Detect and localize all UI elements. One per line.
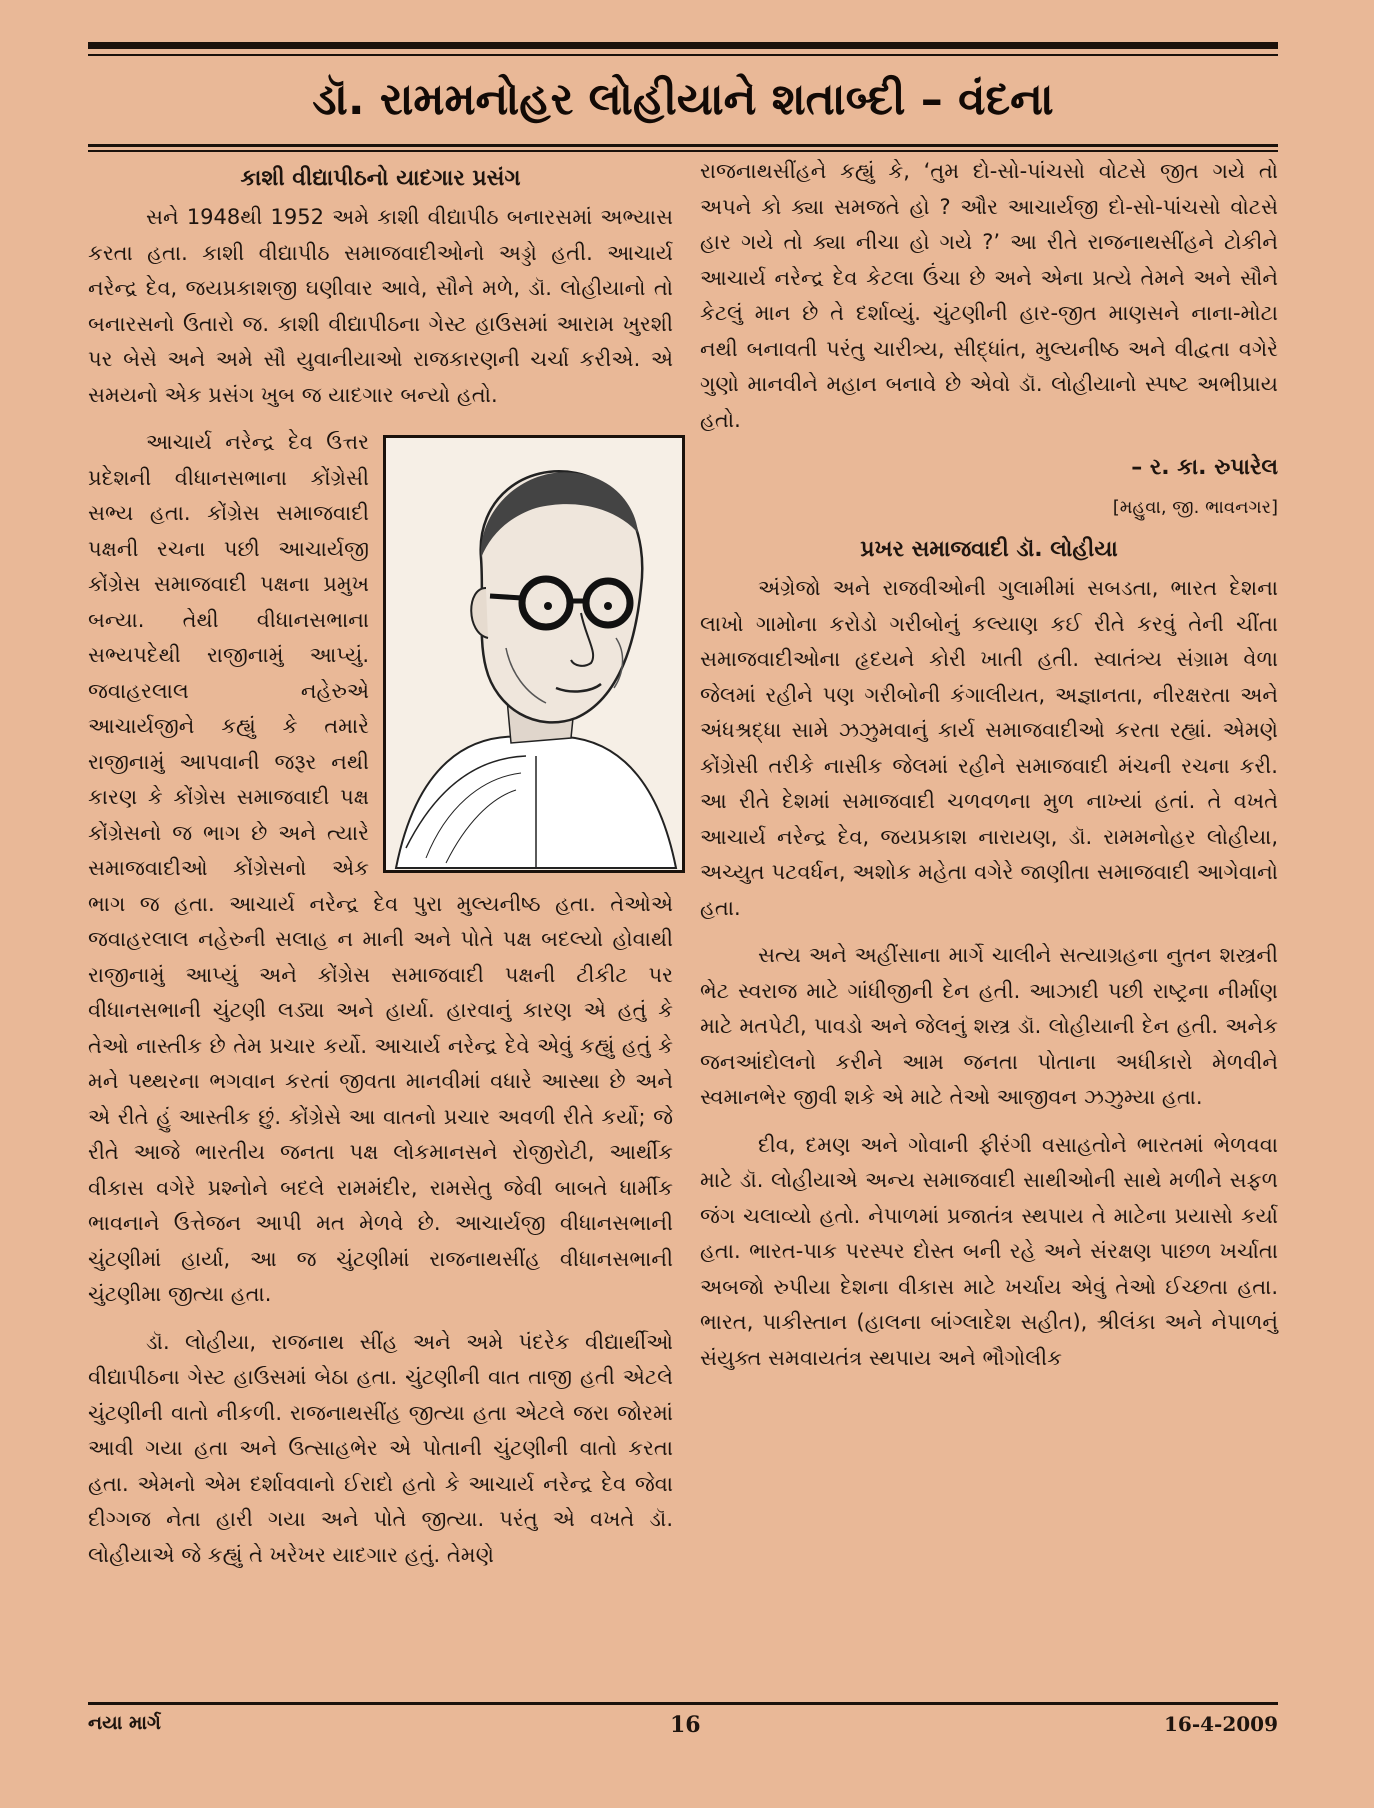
article1-paragraph: સને 1948થી 1952 અમે કાશી વીદ્યાપીઠ બનારસમાં અભ્યાસ કરતા હતા. કાશી વીદ્યાપીઠ સમાજવાદીઓનો અડ્ડો હતી. આચાર્ય નરેન્દ્ર દેવ, જયપ્રકાશજી ઘણીવાર આવે, સૌને મળે, ડૉ. લોહીયાનો તો બનારસનો ઉતારો જ. કાશી વીદ્યાપીઠના ગેસ્ટ હાઉસમાં આરામ ખુરશી પર બેસે અને અમે સૌ યુવાનીયાઓ રાજકારણની ચર્ચા કરીએ. એ સમયનો એક પ્રસંગ ખુબ જ યાદગાર બન્યો હતો.: [88, 205, 673, 407]
lohia-portrait-image: [383, 435, 685, 873]
article1-place: [મહુવા, જી. ભાવનગર]: [1112, 496, 1278, 518]
title-rule-thin: [88, 150, 1278, 152]
article1-paragraph-continued: રાજનાથસીંહને કહ્યું કે, ‘તુમ દો-સો-પાંચસો વોટસે જીત ગયે તો અપને કો ક્યા સમજતે હો ? ઔર આચાર્યજી દો-સો-પાંચસો વોટસે હાર ગયે તો ક્યા નીચા હો ગયે ?’ આ રીતે રાજનાથસીંહને ટોકીને આચાર્ય નરેન્દ્ર દેવ કેટલા ઉંચા છે અને એના પ્રત્યે તેમને અને સૌને કેટલું માન છે તે દર્શાવ્યું. ચુંટણીની હાર-જીત માણસને નાના-મોટા નથી બનાવતી પરંતુ ચારીત્ર્ય, સીદ્ધાંત, મુલ્યનીષ્ઠ અને વીદ્વતા વગેરે ગુણો માનવીને મહાન બનાવે છે એવો ડૉ. લોહીયાનો સ્પષ્ટ અભીપ્રાય હતો.: [700, 159, 1278, 432]
footer-rule: [88, 1702, 1278, 1705]
header-rule-thick: [88, 42, 1278, 49]
footer-magazine-name: નયા માર્ગ: [88, 1712, 161, 1734]
issue-date: 16-4-2009: [1163, 1712, 1278, 1736]
article2-heading: પ્રખર સમાજવાદી ડૉ. લોહીયા: [860, 537, 1118, 562]
header-rule-thin: [88, 54, 1278, 56]
article1-paragraph: ડૉ. લોહીયા, રાજનાથ સીંહ અને અમે પંદરેક વીદ્યાર્થીઓ વીદ્યાપીઠના ગેસ્ટ હાઉસમાં બેઠા હતા. ચુંટણીની વાત તાજી હતી એટલે ચુંટણીની વાતો નીકળી. રાજનાથસીંહ જીત્યા હતા એટલે જરા જોરમાં આવી ગયા હતા અને ઉત્સાહભેર એ પોતાની ચુંટણીની વાતો કરતા હતા. એમનો એમ દર્શાવવાનો ઈરાદો હતો કે આચાર્ય નરેન્દ્ર દેવ જેવા દીગ્ગજ નેતા હારી ગયા અને પોતે જીત્યા. પરંતુ એ વખતે ડૉ. લોહીયાએ જે કહ્યું તે ખરેખર યાદગાર હતું. તેમણે: [88, 1329, 673, 1567]
portrait-sketch-icon: [386, 438, 682, 870]
page-title: ડૉ. રામમનોહર લોહીયાને શતાબ્દી – વંદના: [312, 74, 1054, 125]
title-rule-thick: [88, 144, 1278, 147]
article2-paragraph: દીવ, દમણ અને ગોવાની ફીરંગી વસાહતોને ભારતમાં ભેળવવા માટે ડૉ. લોહીયાએ અન્ય સમાજવાદી સાથીઓની સાથે મળીને સફળ જંગ ચલાવ્યો હતો. નેપાળમાં પ્રજાતંત્ર સ્થપાય તે માટેના પ્રયાસો કર્યા હતા. ભારત-પાક પરસ્પર દોસ્ત બની રહે અને સંરક્ષણ પાછળ ખર્ચાતા અબજો રુપીયા દેશના વીકાસ માટે ખર્ચાય એવું તેઓ ઈચ્છતા હતા. ભારત, પાકીસ્તાન (હાલના બાંગ્લાદેશ સહીત), શ્રીલંકા અને નેપાળનું સંયુક્ત સમવાયતંત્ર સ્થપાય અને ભૌગોલીક: [700, 1132, 1278, 1370]
left-column: [88, 160, 673, 1585]
article1-author: – ર. કા. રુપારેલ: [1131, 455, 1278, 480]
page-number: 16: [670, 1712, 701, 1738]
article2-paragraph: સત્ય અને અહીંસાના માર્ગે ચાલીને સત્યાગ્રહના નુતન શસ્ત્રની ભેટ સ્વરાજ માટે ગાંધીજીની દેન હતી. આઝાદી પછી રાષ્ટ્રના નીર્માણ માટે મતપેટી, પાવડો અને જેલનું શસ્ત્ર ડૉ. લોહીયાની દેન હતી. અનેક જનઆંદોલનો કરીને આમ જનતા પોતાના અધીકારો મેળવીને સ્વમાનભેર જીવી શકે એ માટે તેઓ આજીવન ઝઝુમ્યા હતા.: [700, 943, 1278, 1109]
article1-paragraph-with-portrait: [88, 425, 673, 1313]
article1-paragraph: આચાર્ય નરેન્દ્ર દેવ ઉત્તર પ્રદેશની વીધાનસભાના કોંગ્રેસી સભ્ય હતા. કોંગ્રેસ સમાજવાદી પક્ષની રચના પછી આચાર્યજી કોંગ્રેસ સમાજવાદી પક્ષના પ્રમુખ બન્યા. તેથી વીધાનસભાના સભ્યપદેથી રાજીનામું આપ્યું. જવાહરલાલ નહેરુએ આચાર્યજીને કહ્યું કે તમારે રાજીનામું આપવાની જરૂર નથી કારણ કે કોંગ્રેસ સમાજવાદી પક્ષ કોંગ્રેસનો જ ભાગ છે અને ત્યારે સમાજવાદીઓ કોંગ્રેસનો એક ભાગ જ હતા. આચાર્ય નરેન્દ્ર દેવ પુરા મુલ્યનીષ્ઠ હતા. તેઓએ જવાહરલાલ નહેરુની સલાહ ન માની અને પોતે પક્ષ બદલ્યો હોવાથી રાજીનામું આપ્યું અને કોંગ્રેસ સમાજવાદી પક્ષની ટીકીટ પર વીધાનસભાની ચુંટણી લડ્યા અને હાર્યા. હારવાનું કારણ એ હતું કે તેઓ નાસ્તીક છે તેમ પ્રચાર કર્યો. આચાર્ય નરેન્દ્ર દેવે એવું કહ્યું હતું કે મને પથ્થરના ભગવાન કરતાં જીવતા માનવીમાં વધારે આસ્થા છે અને એ રીતે હું આસ્તીક છું. કોંગ્રેસે આ વાતનો પ્રચાર અવળી રીતે કર્યો; જે રીતે આજે ભારતીય જનતા પક્ષ લોકમાનસને રોજીરોટી, આર્થીક વીકાસ વગેરે પ્રશ્નોને બદલે રામમંદીર, રામસેતુ જેવી બાબતે ધાર્મીક ભાવનાને ઉત્તેજન આપી મત મેળવે છે. આચાર્યજી વીધાનસભાની ચુંટણીમાં હાર્યા, આ જ ચુંટણીમાં રાજનાથસીંહ વીધાનસભાની ચુંટણીમા જીત્યા હતા.: [88, 430, 674, 1306]
article1-heading: કાશી વીદ્યાપીઠનો યાદગાર પ્રસંગ: [240, 166, 521, 191]
article2-paragraph: અંગ્રેજો અને રાજવીઓની ગુલામીમાં સબડતા, ભારત દેશના લાખો ગામોના કરોડો ગરીબોનું કલ્યાણ કઈ રીતે કરવું તેની ચીંતા સમાજવાદીઓના હૃદયને કોરી ખાતી હતી. સ્વાતંત્ર્ય સંગ્રામ વેળા જેલમાં રહીને પણ ગરીબોની કંગાલીયત, અજ્ઞાનતા, નીરક્ષરતા અને અંધશ્રદ્ધા સામે ઝઝુમવાનું કાર્ય સમાજવાદીઓ કરતા રહ્યાં. એમણે કોંગ્રેસી તરીકે નાસીક જેલમાં રહીને સમાજવાદી મંચની રચના કરી. આ રીતે દેશમાં સમાજવાદી ચળવળના મુળ નાખ્યાં હતાં. તે વખતે આચાર્ય નરેન્દ્ર દેવ, જયપ્રકાશ નારાયણ, ડૉ. રામમનોહર લોહીયા, અચ્યુત પટવર્ધન, અશોક મહેતા વગેરે જાણીતા સમાજવાદી આગેવાનો હતા.: [700, 576, 1278, 920]
right-column: [700, 154, 1278, 1388]
